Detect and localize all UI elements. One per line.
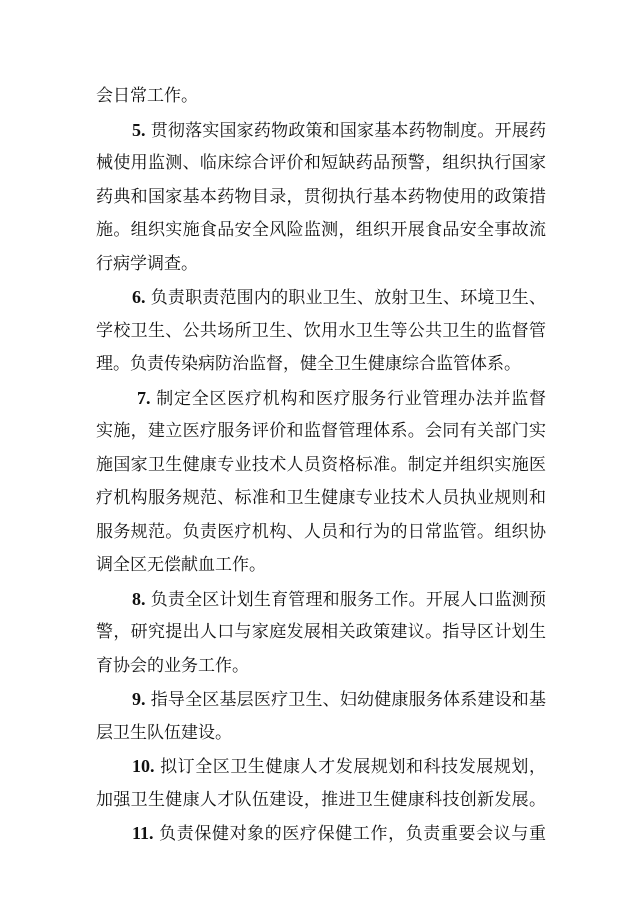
item-number: 11. <box>132 823 154 843</box>
list-item-11 <box>96 817 546 851</box>
text-line: 学校卫生、公共场所卫生、饮用水卫生等公共卫生的监督管 <box>96 320 546 341</box>
text-line: 行病学调查。 <box>96 253 198 274</box>
text-line: 加强卫生健康人才队伍建设，推进卫生健康科技创新发展。 <box>96 789 546 810</box>
list-item-5 <box>96 114 546 282</box>
continuation-line: 会日常工作。 <box>96 86 198 106</box>
item-number: 6. <box>132 287 146 307</box>
item-number: 10. <box>132 756 155 776</box>
line-text: 负责保健对象的医疗保健工作，负责重要会议与重 <box>158 824 546 844</box>
line-text: 负责全区计划生育管理和服务工作。开展人口监测预 <box>150 589 546 610</box>
text-line <box>96 583 546 617</box>
list-item-6 <box>96 281 546 382</box>
text-line: 实施，建立医疗服务评价和监督管理体系。会同有关部门实 <box>96 421 546 441</box>
text-line: 服务规范。负责医疗机构、人员和行为的日常监管。组织协 <box>96 521 546 542</box>
text-line <box>96 683 546 717</box>
text-line <box>96 281 546 315</box>
text-line: 药典和国家基本药物目录，贯彻执行基本药物使用的政策措 <box>96 186 546 207</box>
item-number: 8. <box>132 588 146 609</box>
line-text: 贯彻落实国家药物政策和国家基本药物制度。开展药 <box>150 120 546 141</box>
text-line: 施国家卫生健康专业技术人员资格标准。制定并组织实施医 <box>96 454 546 475</box>
list-item-7 <box>96 382 546 583</box>
text-line: 调全区无偿献血工作。 <box>96 555 266 575</box>
text-line <box>96 382 546 416</box>
list-item-9 <box>96 683 546 750</box>
text-line <box>96 114 546 148</box>
text-line <box>96 817 546 851</box>
text-line: 械使用监测、临床综合评价和短缺药品预警，组织执行国家 <box>96 153 546 173</box>
text-line: 育协会的业务工作。 <box>96 655 249 676</box>
text-line: 理。负责传染病防治监督，健全卫生健康综合监管体系。 <box>96 354 521 374</box>
document-body <box>96 80 546 851</box>
text-line: 层卫生队伍建设。 <box>96 722 232 743</box>
line-text: 负责职责范围内的职业卫生、放射卫生、环境卫生、 <box>150 288 546 308</box>
item-number: 9. <box>132 689 146 709</box>
text-line: 警，研究提出人口与家庭发展相关政策建议。指导区计划生 <box>96 622 546 642</box>
text-line: 施。组织实施食品安全风险监测，组织开展食品安全事故流 <box>96 220 546 240</box>
line-text: 拟订全区卫生健康人才发展规划和科技发展规划， <box>159 757 546 777</box>
list-item-10 <box>96 750 546 817</box>
item-number: 7. <box>137 387 151 408</box>
line-text: 指导全区基层医疗卫生、妇幼健康服务体系建设和基 <box>150 690 546 710</box>
item-number: 5. <box>132 119 146 140</box>
text-line: 疗机构服务规范、标准和卫生健康专业技术人员执业规则和 <box>96 488 546 508</box>
line-text: 制定全区医疗机构和医疗服务行业管理办法并监督 <box>155 388 546 409</box>
list-item-8 <box>96 583 546 684</box>
text-line <box>96 750 546 784</box>
